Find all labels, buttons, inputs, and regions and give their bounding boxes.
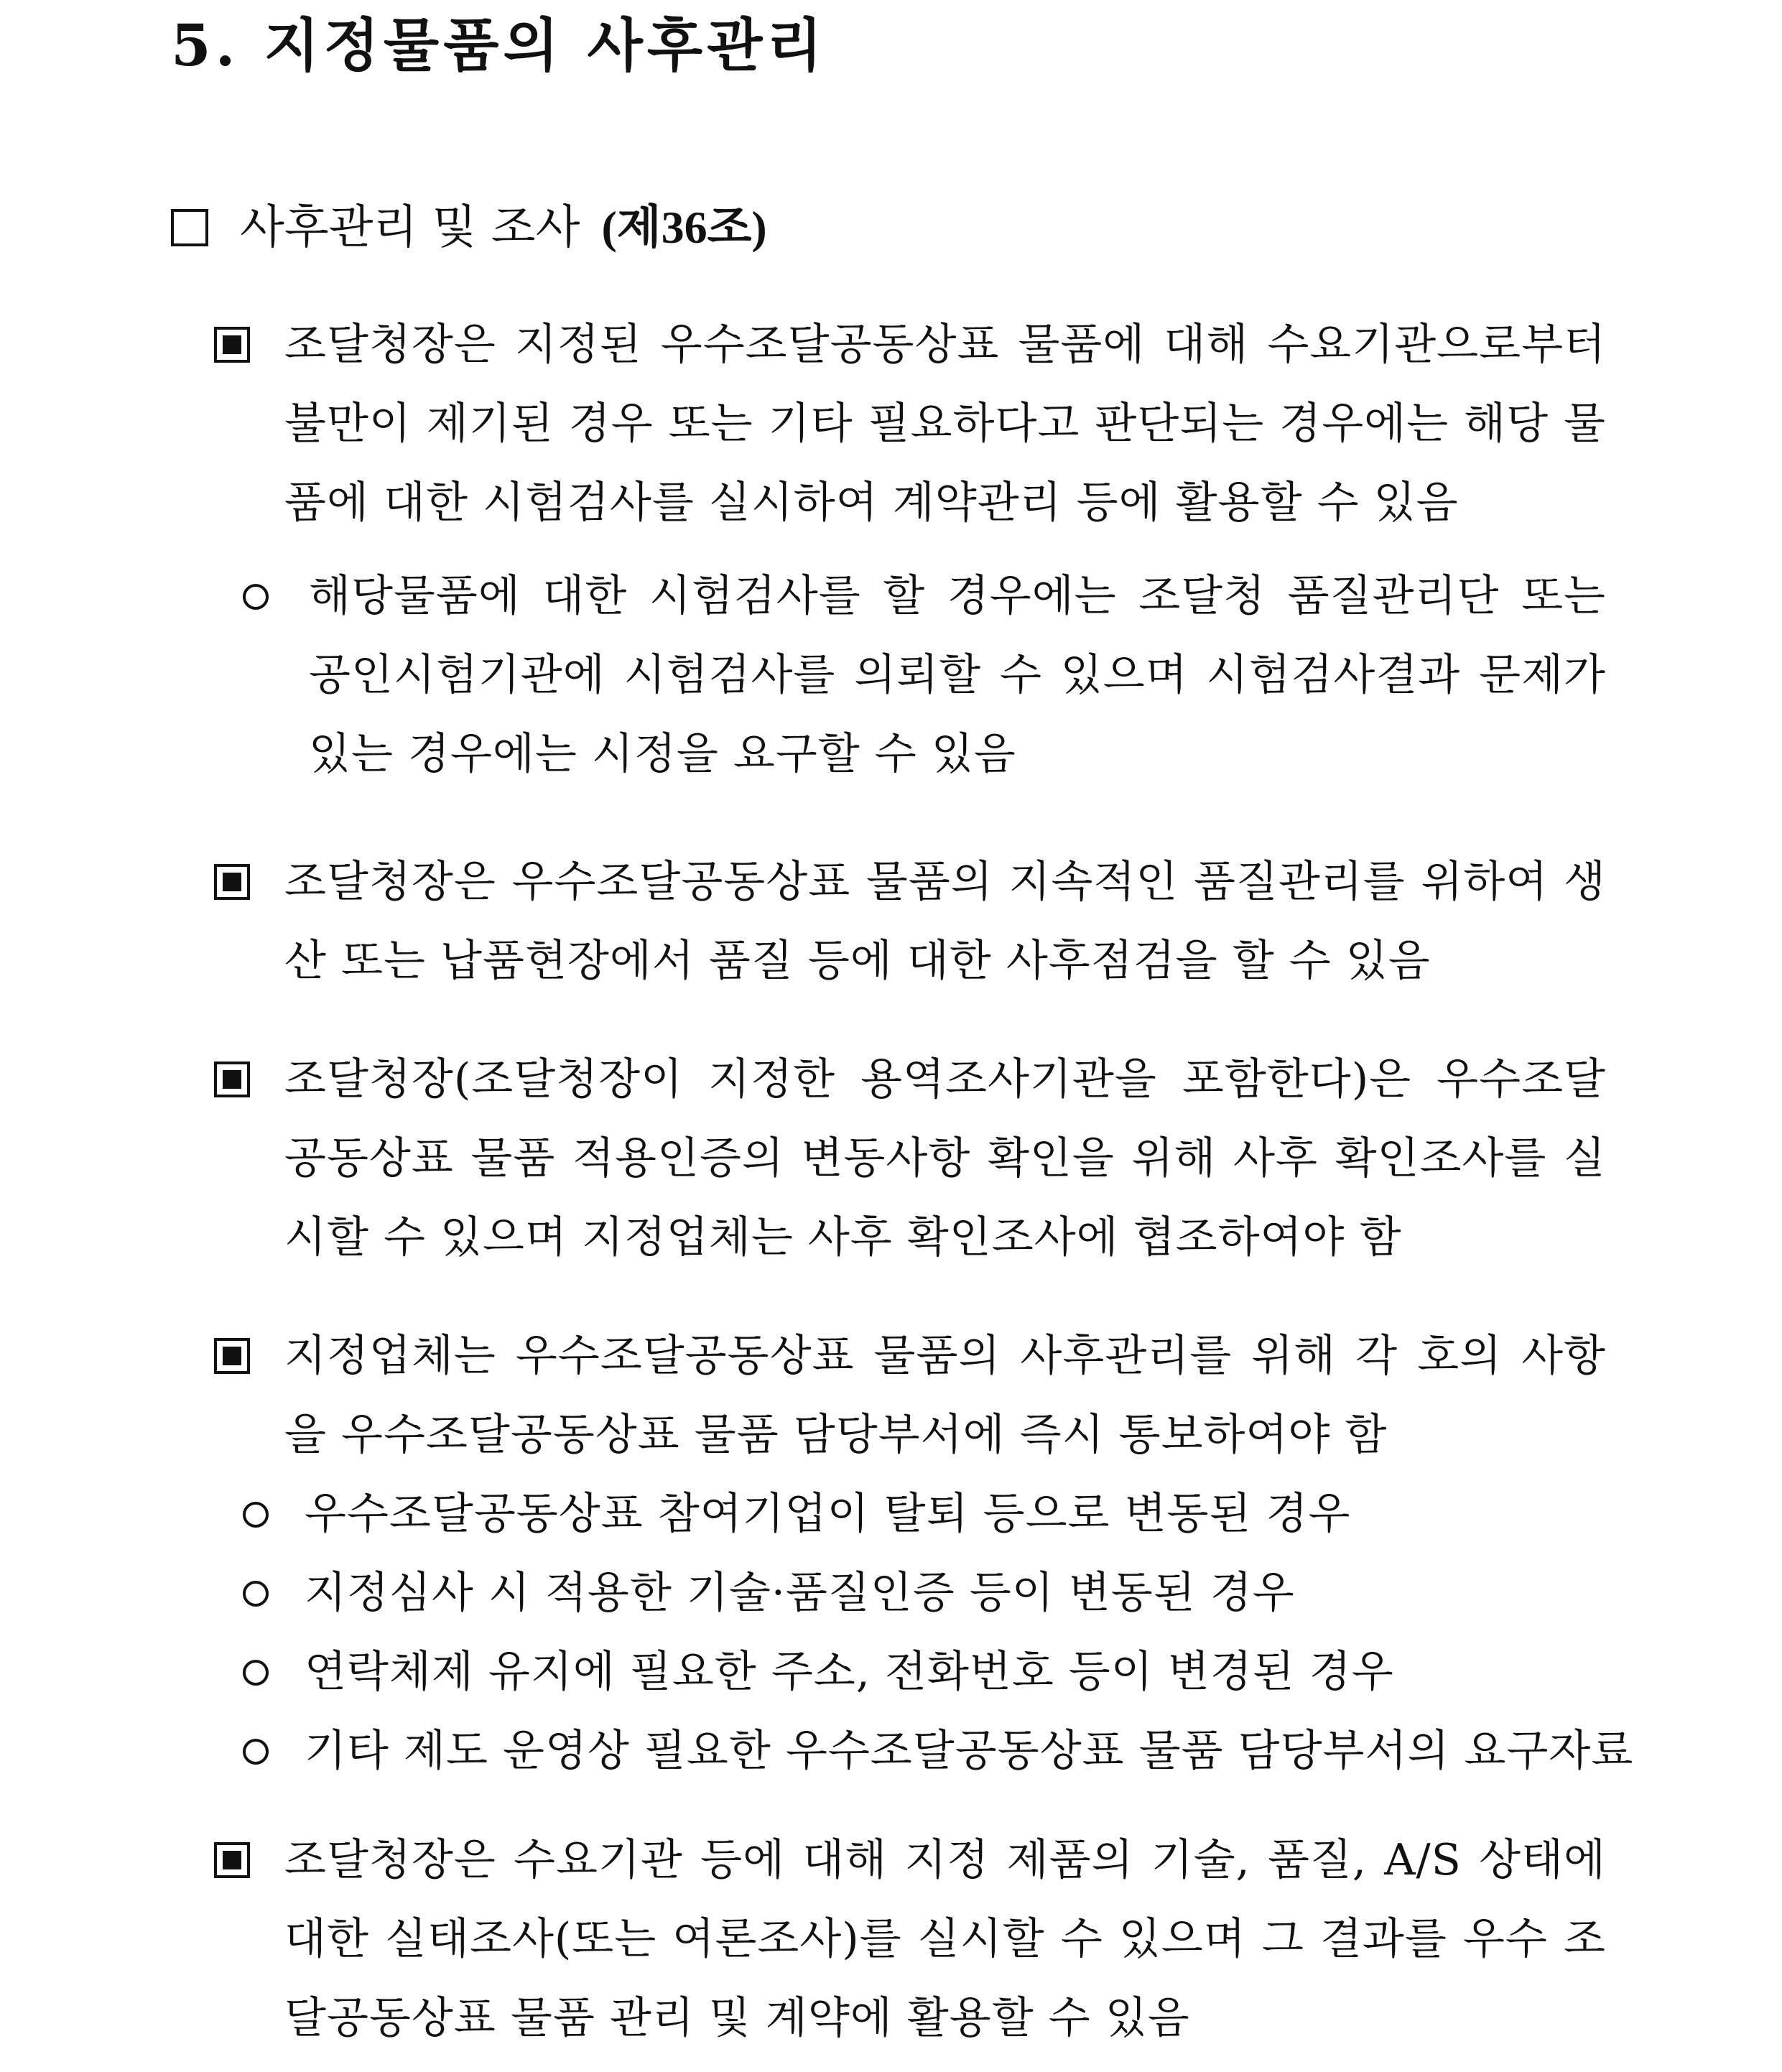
list-item (214, 1040, 1606, 1277)
list-item-text: 조달청장은 수요기관 등에 대해 지정 제품의 기술, 품질, A/S 상태에 대한 실태조사(또는 여론조사)를 실시할 수 있으며 그 결과를 우수 조달공동상표 물품 관리 및 계약에 활용할 수 있음 (284, 1835, 1606, 2043)
chapter-title: 5. 지정물품의 사후관리 (171, 11, 827, 79)
circle-bullet-icon (243, 1660, 269, 1686)
sub-list-item-text: 해당물품에 대한 시험검사를 할 경우에는 조달청 품질관리단 또는 공인시험기관에 시험검사를 의뢰할 수 있으며 시험검사결과 문제가 있는 경우에는 시정을 요구할 수 있음 (309, 571, 1606, 779)
filled-square-bullet-icon (214, 1061, 250, 1097)
section-heading (171, 188, 767, 267)
section-article-ref: (제36조) (601, 202, 767, 253)
section-label: 사후관리 및 조사 (240, 201, 580, 254)
filled-square-bullet-icon (214, 1842, 250, 1878)
list-item (214, 305, 1606, 542)
sub-list-item (243, 1553, 1606, 1632)
list-item-text: 지정업체는 우수조달공동상표 물품의 사후관리를 위해 각 호의 사항을 우수조달공동상표 물품 담당부서에 즉시 통보하여야 함 (284, 1331, 1606, 1460)
filled-square-bullet-icon (214, 327, 250, 363)
sub-list-item-text: 우수조달공동상표 참여기업이 탈퇴 등으로 변동된 경우 (305, 1489, 1351, 1539)
sub-list-item (243, 1474, 1606, 1553)
list-item-text: 조달청장은 지정된 우수조달공동상표 물품에 대해 수요기관으로부터 불만이 제기된 경우 또는 기타 필요하다고 판단되는 경우에는 해당 물품에 대한 시험검사를 실시하여 계약관리 등에 활용할 수 있음 (284, 320, 1606, 528)
circle-bullet-icon (243, 1502, 269, 1528)
filled-square-bullet-icon (214, 1338, 250, 1374)
list-item (214, 842, 1606, 1000)
filled-square-bullet-icon (214, 864, 250, 900)
list-item (214, 1316, 1606, 1474)
list-item-text: 조달청장은 우수조달공동상표 물품의 지속적인 품질관리를 위하여 생산 또는 납품현장에서 품질 등에 대한 사후점검을 할 수 있음 (284, 857, 1606, 986)
sub-list-item (243, 557, 1606, 794)
square-bullet-icon (171, 209, 208, 246)
list-item (214, 1821, 1606, 2058)
circle-bullet-icon (243, 1739, 269, 1765)
sub-list-item (243, 1711, 1634, 1790)
sub-list-item-text: 기타 제도 운영상 필요한 우수조달공동상표 물품 담당부서의 요구자료 (305, 1726, 1634, 1776)
sub-list-item-text: 지정심사 시 적용한 기술·품질인증 등이 변동된 경우 (305, 1568, 1295, 1618)
list-item-text: 조달청장(조달청장이 지정한 용역조사기관을 포함한다)은 우수조달 공동상표 물품 적용인증의 변동사항 확인을 위해 사후 확인조사를 실시할 수 있으며 지정업체는 사후 확인조사에 협조하여야 함 (284, 1054, 1606, 1263)
circle-bullet-icon (243, 1581, 269, 1607)
circle-bullet-icon (243, 584, 269, 610)
sub-list-item-text: 연락체제 유지에 필요한 주소, 전화번호 등이 변경된 경우 (305, 1647, 1394, 1697)
sub-list-item (243, 1632, 1606, 1711)
